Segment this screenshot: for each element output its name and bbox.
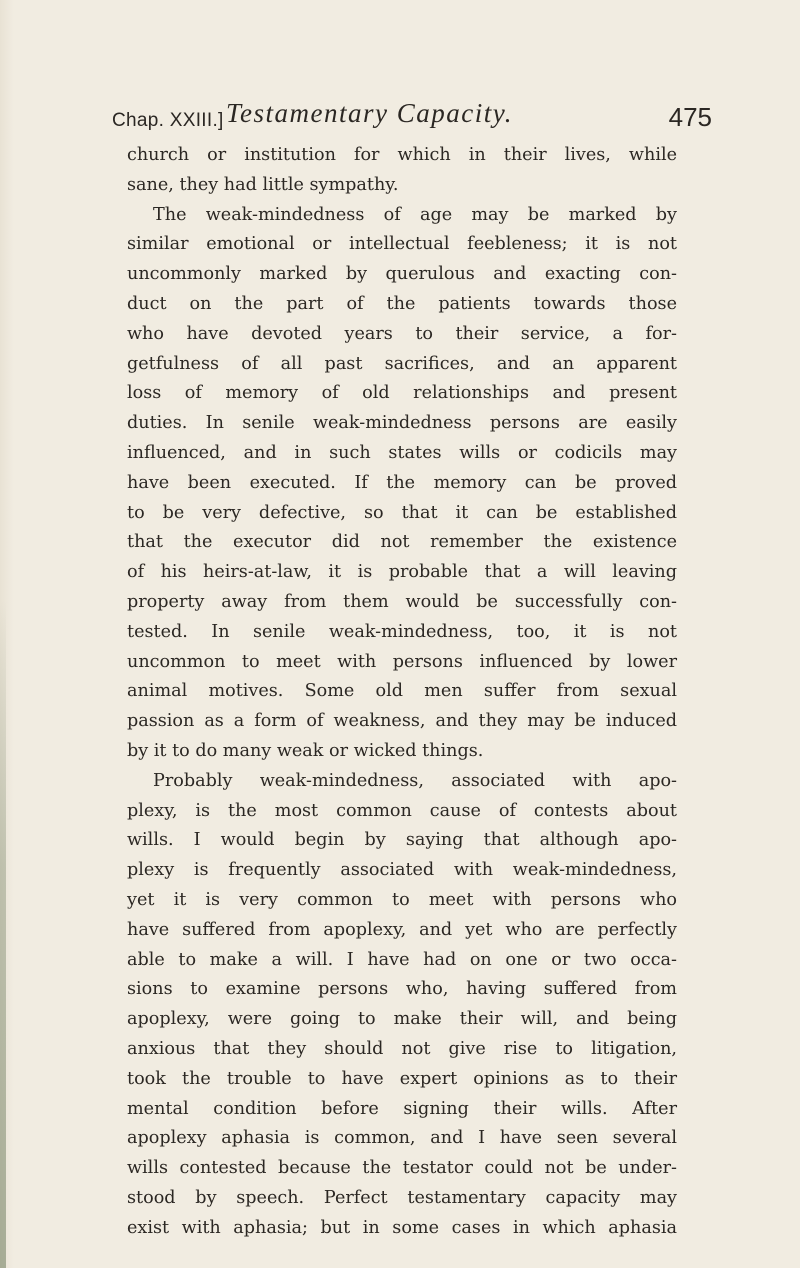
text-line: duties. In senile weak-mindedness persons are easily — [127, 413, 677, 434]
text-line: church or institution for which in their lives, while — [127, 145, 677, 165]
text-line: mental condition before signing their wills. After — [127, 1098, 677, 1119]
text-line: that the executor did not remember the existence — [127, 532, 677, 553]
text-line: apoplexy aphasia is common, and I have seen several — [127, 1128, 677, 1149]
text-line: stood by speech. Perfect testamentary capacity may — [127, 1187, 677, 1208]
paragraph-start-line: Probably weak-mindedness, associated with apo- — [153, 770, 677, 791]
paragraph-start-line: The weak-mindedness of age may be marked by — [153, 204, 677, 225]
text-line: took the trouble to have expert opinions as to their — [127, 1068, 677, 1089]
text-line: able to make a will. I have had on one or two occa- — [127, 949, 677, 970]
text-line: property away from them would be successfully con- — [127, 591, 677, 612]
text-line: influenced, and in such states wills or codicils may — [127, 442, 677, 463]
text-line: wills contested because the testator could not be under- — [127, 1158, 677, 1179]
spine-shadow — [0, 600, 6, 1268]
body-text — [127, 141, 677, 1243]
text-line: duct on the part of the patients towards those — [127, 293, 677, 314]
page-number: 475 — [668, 102, 712, 132]
text-line: uncommon to meet with persons influenced by lower — [127, 651, 677, 672]
text-line: similar emotional or intellectual feebleness; it is not — [127, 234, 677, 255]
chapter-label: Chap. XXIII.] — [112, 110, 224, 131]
text-line: uncommonly marked by querulous and exacting con- — [127, 264, 677, 285]
text-line: yet it is very common to meet with persons who — [127, 889, 677, 910]
text-line: have been executed. If the memory can be proved — [127, 472, 677, 493]
text-line: who have devoted years to their service, a for- — [127, 323, 677, 344]
text-line: to be very defective, so that it can be established — [127, 502, 677, 523]
text-line: wills. I would begin by saying that although apo- — [127, 830, 677, 851]
text-line: getfulness of all past sacrifices, and an apparent — [127, 353, 677, 374]
text-line: passion as a form of weakness, and they may be induced — [127, 711, 677, 732]
text-line: of his heirs-at-law, it is probable that a will leaving — [127, 562, 677, 583]
running-header — [112, 98, 712, 138]
text-line: anxious that they should not give rise to litigation, — [127, 1038, 677, 1059]
text-line: plexy, is the most common cause of contests about — [127, 800, 677, 821]
text-line: exist with aphasia; but in some cases in which aphasia — [127, 1217, 677, 1238]
text-line: apoplexy, were going to make their will, and being — [127, 1009, 677, 1030]
text-line: plexy is frequently associated with weak-mindedness, — [127, 860, 677, 881]
text-line: sane, they had little sympathy. — [127, 174, 399, 195]
text-line: loss of memory of old relationships and present — [127, 383, 677, 404]
text-line: sions to examine persons who, having suffered from — [127, 979, 677, 1000]
text-line: tested. In senile weak-mindedness, too, it is not — [127, 621, 677, 642]
text-line: have suffered from apoplexy, and yet who are perfectly — [127, 919, 677, 940]
text-line: by it to do many weak or wicked things. — [127, 740, 484, 761]
running-title: Testamentary Capacity. — [226, 98, 513, 128]
text-line: animal motives. Some old men suffer from sexual — [127, 681, 677, 702]
